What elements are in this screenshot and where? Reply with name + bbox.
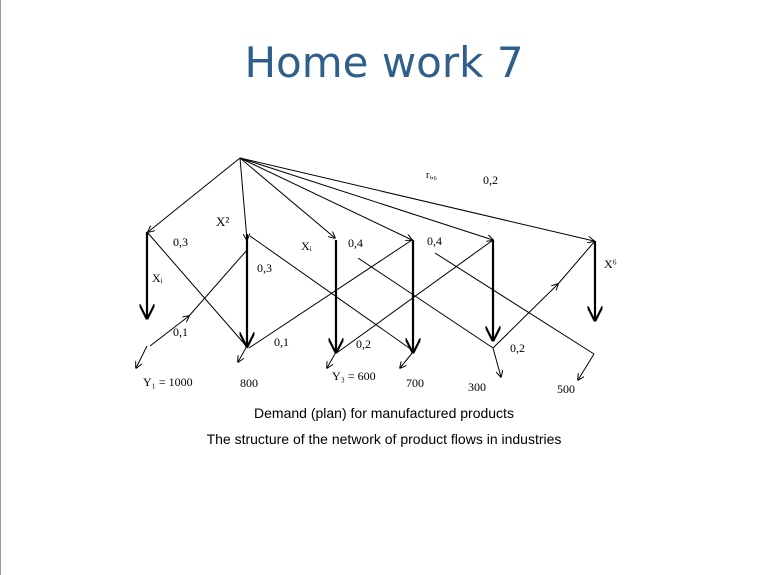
demand-arrow-6 bbox=[578, 354, 594, 380]
cross-flow bbox=[249, 240, 412, 348]
industry-vertical-arrows bbox=[147, 232, 595, 352]
cross-flow bbox=[358, 258, 493, 348]
cross-flow bbox=[189, 250, 247, 316]
label-coef-0-4-a: 0,4 bbox=[348, 236, 363, 250]
flow-arrow bbox=[240, 158, 335, 238]
label-coef-0-1-a: 0,1 bbox=[173, 325, 188, 339]
label-coef-0-4-b: 0,4 bbox=[427, 234, 442, 248]
label-coef-0-2-a: 0,2 bbox=[356, 337, 371, 351]
slide-title: Home work 7 bbox=[244, 38, 524, 87]
demand-value-5: 300 bbox=[468, 380, 486, 394]
demand-value-4: 700 bbox=[406, 376, 424, 390]
label-x6: X⁶ bbox=[604, 257, 617, 271]
demand-arrow-1 bbox=[136, 346, 147, 368]
label-r-coefficient: rᵢ,₆ bbox=[426, 170, 437, 181]
cross-flow bbox=[250, 236, 412, 350]
label-coef-0-3-b: 0,3 bbox=[257, 261, 272, 275]
demand-value-6: 500 bbox=[557, 382, 575, 396]
cross-flow-lines bbox=[147, 232, 595, 354]
label-x2: X² bbox=[216, 214, 230, 229]
flow-arrow bbox=[240, 158, 412, 240]
label-coef-0-1-b: 0,1 bbox=[274, 335, 289, 349]
demand-value-1: Y₁ = 1000 bbox=[143, 375, 193, 389]
cross-flow bbox=[147, 232, 248, 348]
demand-value-2: 800 bbox=[240, 376, 258, 390]
label-x3: Xᵢ bbox=[301, 239, 312, 253]
source-fan-arrows bbox=[148, 158, 594, 241]
demand-arrow-2 bbox=[238, 346, 247, 362]
cross-flow bbox=[558, 241, 595, 284]
cross-flow bbox=[493, 284, 558, 348]
cross-flow bbox=[435, 253, 594, 354]
caption-demand: Demand (plan) for manufactured products bbox=[254, 405, 514, 421]
demand-arrow-5 bbox=[493, 348, 501, 377]
label-x1: Xᵢ bbox=[152, 271, 163, 285]
demand-value-3: Y₃ = 600 bbox=[332, 369, 376, 383]
label-coef-0-2-b: 0,2 bbox=[510, 341, 525, 355]
label-coef-0-2-top: 0,2 bbox=[483, 173, 498, 187]
caption-network-structure: The structure of the network of product flows in industries bbox=[206, 431, 562, 447]
label-coef-0-3-a: 0,3 bbox=[173, 235, 188, 249]
demand-arrow-3 bbox=[327, 352, 336, 368]
demand-arrow-4 bbox=[400, 352, 413, 368]
flow-arrow bbox=[240, 158, 247, 240]
flow-arrow bbox=[240, 158, 493, 240]
flow-arrow bbox=[240, 158, 594, 241]
